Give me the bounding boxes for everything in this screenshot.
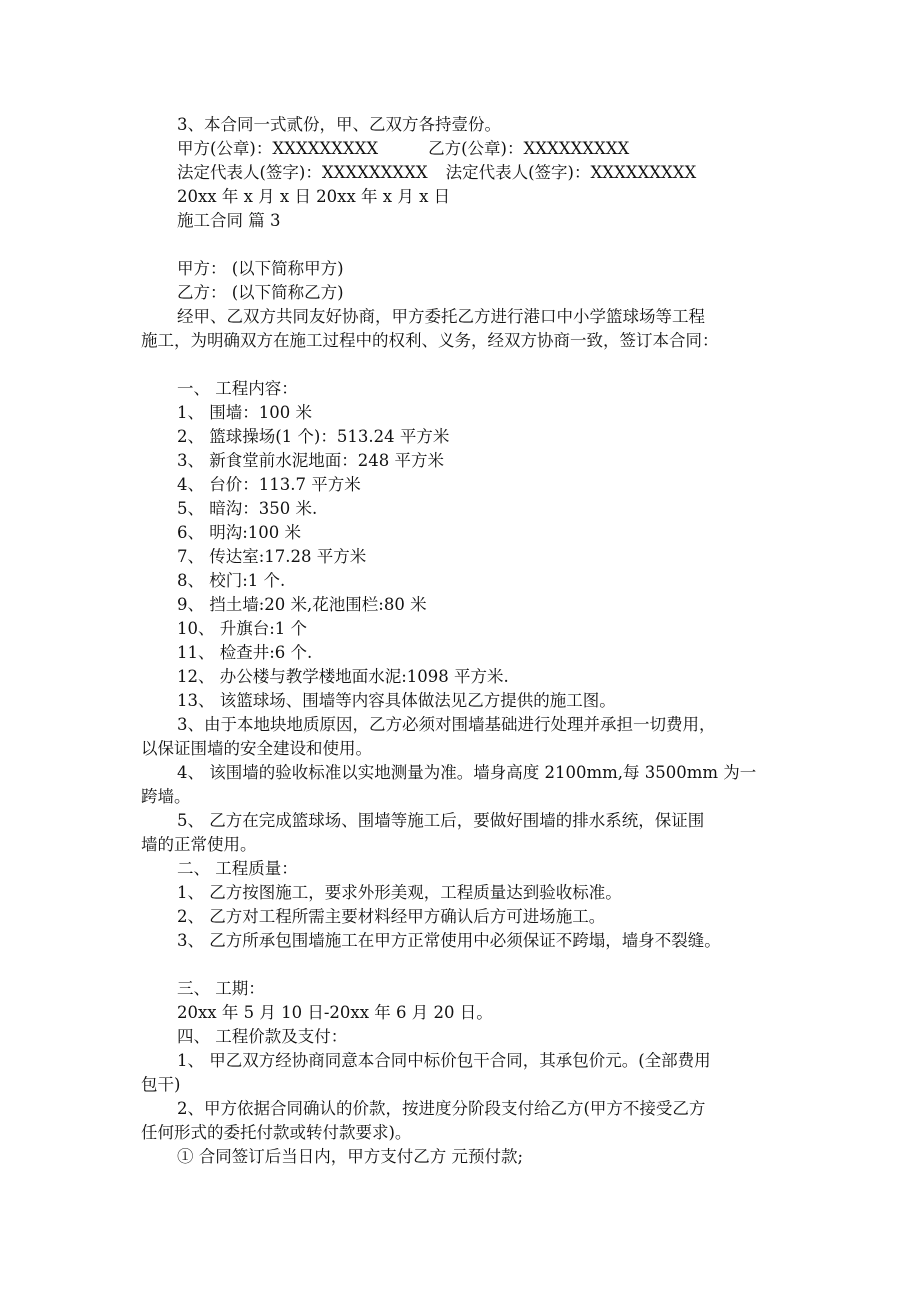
list-item: 2、 乙方对工程所需主要材料经甲方确认后方可进场施工。 xyxy=(177,907,606,926)
list-item: 11、 检查井:6 个. xyxy=(177,643,313,662)
party-b-rep-signature: 法定代表人(签字)：XXXXXXXXX xyxy=(445,163,697,182)
party-a-rep-signature: 法定代表人(签字)：XXXXXXXXX xyxy=(177,163,428,182)
text-line: 任何形式的委托付款或转付款要求)。 xyxy=(141,1123,412,1142)
text-line: 二、 工程质量： xyxy=(177,859,298,878)
list-item: 5、 暗沟：350 米. xyxy=(177,499,318,518)
text-line: 包干) xyxy=(141,1075,181,1094)
list-item: 9、 挡土墙:20 米,花池围栏:80 米 xyxy=(177,595,427,614)
text-line: 20xx 年 x 月 x 日 20xx 年 x 月 x 日 xyxy=(177,187,451,206)
list-item: 12、 办公楼与教学楼地面水泥:1098 平方米. xyxy=(177,667,509,686)
text-line: 经甲、乙双方共同友好协商，甲方委托乙方进行港口中小学篮球场等工程 xyxy=(177,307,705,326)
text-line: 3、本合同一式贰份，甲、乙双方各持壹份。 xyxy=(177,115,501,134)
list-item: 3、 乙方所承包围墙施工在甲方正常使用中必须保证不跨塌，墙身不裂缝。 xyxy=(177,931,721,950)
list-item: 2、 篮球操场(1 个)：513.24 平方米 xyxy=(177,427,450,446)
text-line: 一、 工程内容： xyxy=(177,379,298,398)
text-line: 2、甲方依据合同确认的价款，按进度分阶段支付给乙方(甲方不接受乙方 xyxy=(177,1099,706,1118)
text-line: 跨墙。 xyxy=(141,787,191,806)
list-item: 6、 明沟:100 米 xyxy=(177,523,302,542)
party-a-seal: 甲方(公章)：XXXXXXXXX xyxy=(177,139,379,158)
text-line xyxy=(177,138,629,160)
text-line: 施工，为明确双方在施工过程中的权利、义务，经双方协商一致，签订本合同： xyxy=(141,331,719,350)
list-item: 1、 乙方按图施工，要求外形美观，工程质量达到验收标准。 xyxy=(177,883,622,902)
list-item: 4、 台价：113.7 平方米 xyxy=(177,475,361,494)
text-line: 三、 工期： xyxy=(177,979,265,998)
text-line: 甲方： (以下简称甲方) xyxy=(177,259,344,278)
text-line: 5、 乙方在完成篮球场、围墙等施工后，要做好围墙的排水系统，保证围 xyxy=(177,811,705,830)
text-line: ① 合同签订后当日内，甲方支付乙方 元预付款; xyxy=(177,1147,524,1166)
section-title: 施工合同 篇 3 xyxy=(177,211,281,230)
list-item: 3、 新食堂前水泥地面：248 平方米 xyxy=(177,451,444,470)
list-item: 8、 校门:1 个. xyxy=(177,571,286,590)
text-line: 4、 该围墙的验收标准以实地测量为准。墙身高度 2100mm,每 3500mm 为一 xyxy=(177,763,757,782)
text-line xyxy=(177,162,696,184)
text-line: 以保证围墙的安全建设和使用。 xyxy=(141,739,372,758)
text-line: 墙的正常使用。 xyxy=(141,835,257,854)
party-b-seal: 乙方(公章)：XXXXXXXXX xyxy=(428,139,630,158)
text-line: 四、 工程价款及支付： xyxy=(177,1027,348,1046)
text-line: 20xx 年 5 月 10 日-20xx 年 6 月 20 日。 xyxy=(177,1003,493,1022)
list-item: 13、 该篮球场、围墙等内容具体做法见乙方提供的施工图。 xyxy=(177,691,616,710)
list-item: 10、 升旗台:1 个 xyxy=(177,619,308,638)
text-line: 乙方： (以下简称乙方) xyxy=(177,283,344,302)
list-item: 1、 围墙：100 米 xyxy=(177,403,312,422)
text-line: 1、 甲乙双方经协商同意本合同中标价包干合同，其承包价元。(全部费用 xyxy=(177,1051,711,1070)
text-line: 3、由于本地块地质原因，乙方必须对围墙基础进行处理并承担一切费用， xyxy=(177,715,716,734)
list-item: 7、 传达室:17.28 平方米 xyxy=(177,547,367,566)
